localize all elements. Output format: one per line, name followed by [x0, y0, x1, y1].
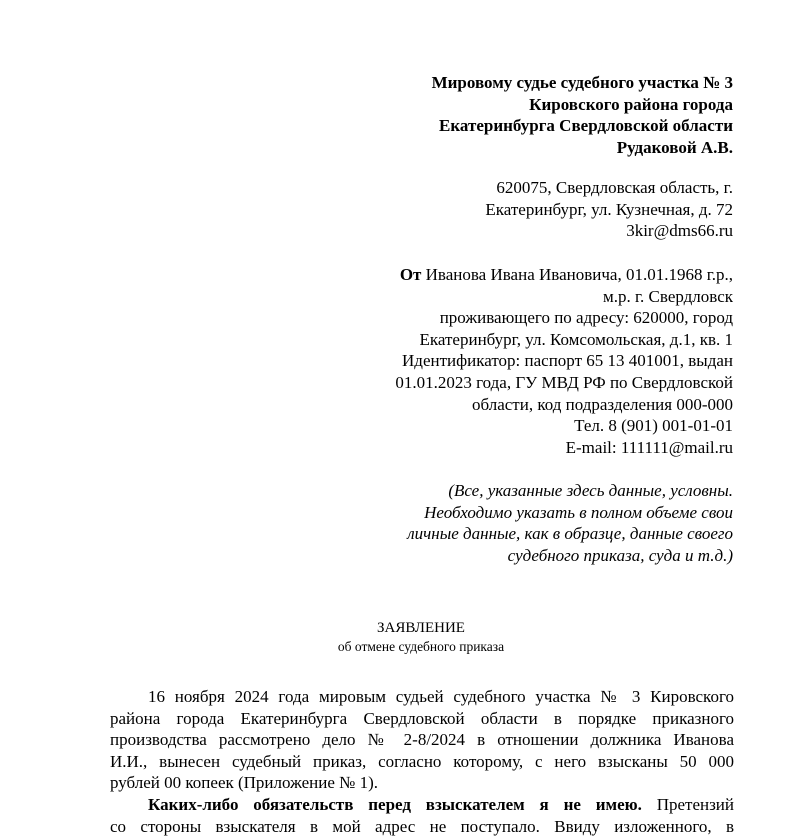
paragraph-2	[110, 794, 734, 837]
applicant-line: Екатеринбург, ул. Комсомольская, д.1, кв. 1	[419, 329, 733, 349]
paragraph-line: производства рассмотрено дело № 2-8/2024 в отношении должника Иванова	[110, 730, 734, 750]
court-email: 3kir@dms66.ru	[626, 221, 733, 241]
paragraph-line: района города Екатеринбурга Свердловской области в порядке приказного	[110, 708, 734, 728]
court-address-line: 620075, Свердловская область, г.	[496, 178, 733, 197]
addressee-line: Кировского района города	[529, 94, 733, 114]
applicant-from-label: От	[399, 265, 422, 284]
court-address-line: Екатеринбург, ул. Кузнечная, д. 72	[485, 199, 733, 219]
applicant-block	[395, 264, 733, 458]
note-line: (Все, указанные здесь данные, условны.	[448, 481, 733, 500]
paragraph-line: со стороны взыскателя в мой адрес не поступало. Ввиду изложенного, в	[110, 816, 734, 836]
addressee-line: Екатеринбурга Свердловской области	[439, 116, 733, 136]
applicant-line: проживающего по адресу: 620000, город	[439, 308, 733, 328]
paragraph-text: Претензий	[641, 794, 735, 814]
paragraph-line: И.И., вынесен судебный приказ, согласно которому, с него взысканы 50 000	[110, 751, 734, 771]
document-body	[110, 686, 734, 837]
applicant-line: м.р. г. Свердловск	[602, 286, 733, 306]
applicant-name: Иванова Ивана Ивановича, 01.01.1968 г.р.,	[421, 265, 733, 284]
paragraph-line: рублей 00 копеек (Приложение № 1).	[110, 773, 379, 793]
applicant-name-line	[395, 264, 733, 286]
paragraph-line: 16 ноября 2024 года мировым судьей судебного участка № 3 Кировского	[148, 687, 734, 706]
note-line: судебного приказа, суда и т.д.)	[507, 545, 733, 565]
paragraph-line	[110, 794, 734, 816]
addressee-block	[432, 72, 733, 158]
court-address-block	[485, 177, 733, 242]
document-heading	[0, 618, 786, 656]
paragraph-bold-lead: Каких-либо обязательств перед взыскателем я не имею.	[148, 794, 642, 814]
applicant-email: E-mail: 111111@mail.ru	[565, 437, 733, 457]
document-title: ЗАЯВЛЕНИЕ	[377, 620, 465, 636]
addressee-line: Мировому судье судебного участка № 3	[431, 73, 733, 92]
addressee-line: Рудаковой А.В.	[616, 137, 733, 157]
disclaimer-note	[407, 480, 733, 566]
applicant-phone: Тел. 8 (901) 001-01-01	[574, 416, 733, 436]
note-line: личные данные, как в образце, данные своего	[407, 524, 733, 544]
applicant-line: Идентификатор: паспорт 65 13 401001, выдан	[402, 351, 733, 371]
document-subtitle: об отмене судебного приказа	[337, 639, 505, 654]
paragraph-1	[110, 686, 734, 794]
note-line: Необходимо указать в полном объеме свои	[424, 502, 733, 522]
applicant-line: области, код подразделения 000-000	[472, 394, 733, 414]
applicant-line: 01.01.2023 года, ГУ МВД РФ по Свердловской	[395, 372, 733, 392]
